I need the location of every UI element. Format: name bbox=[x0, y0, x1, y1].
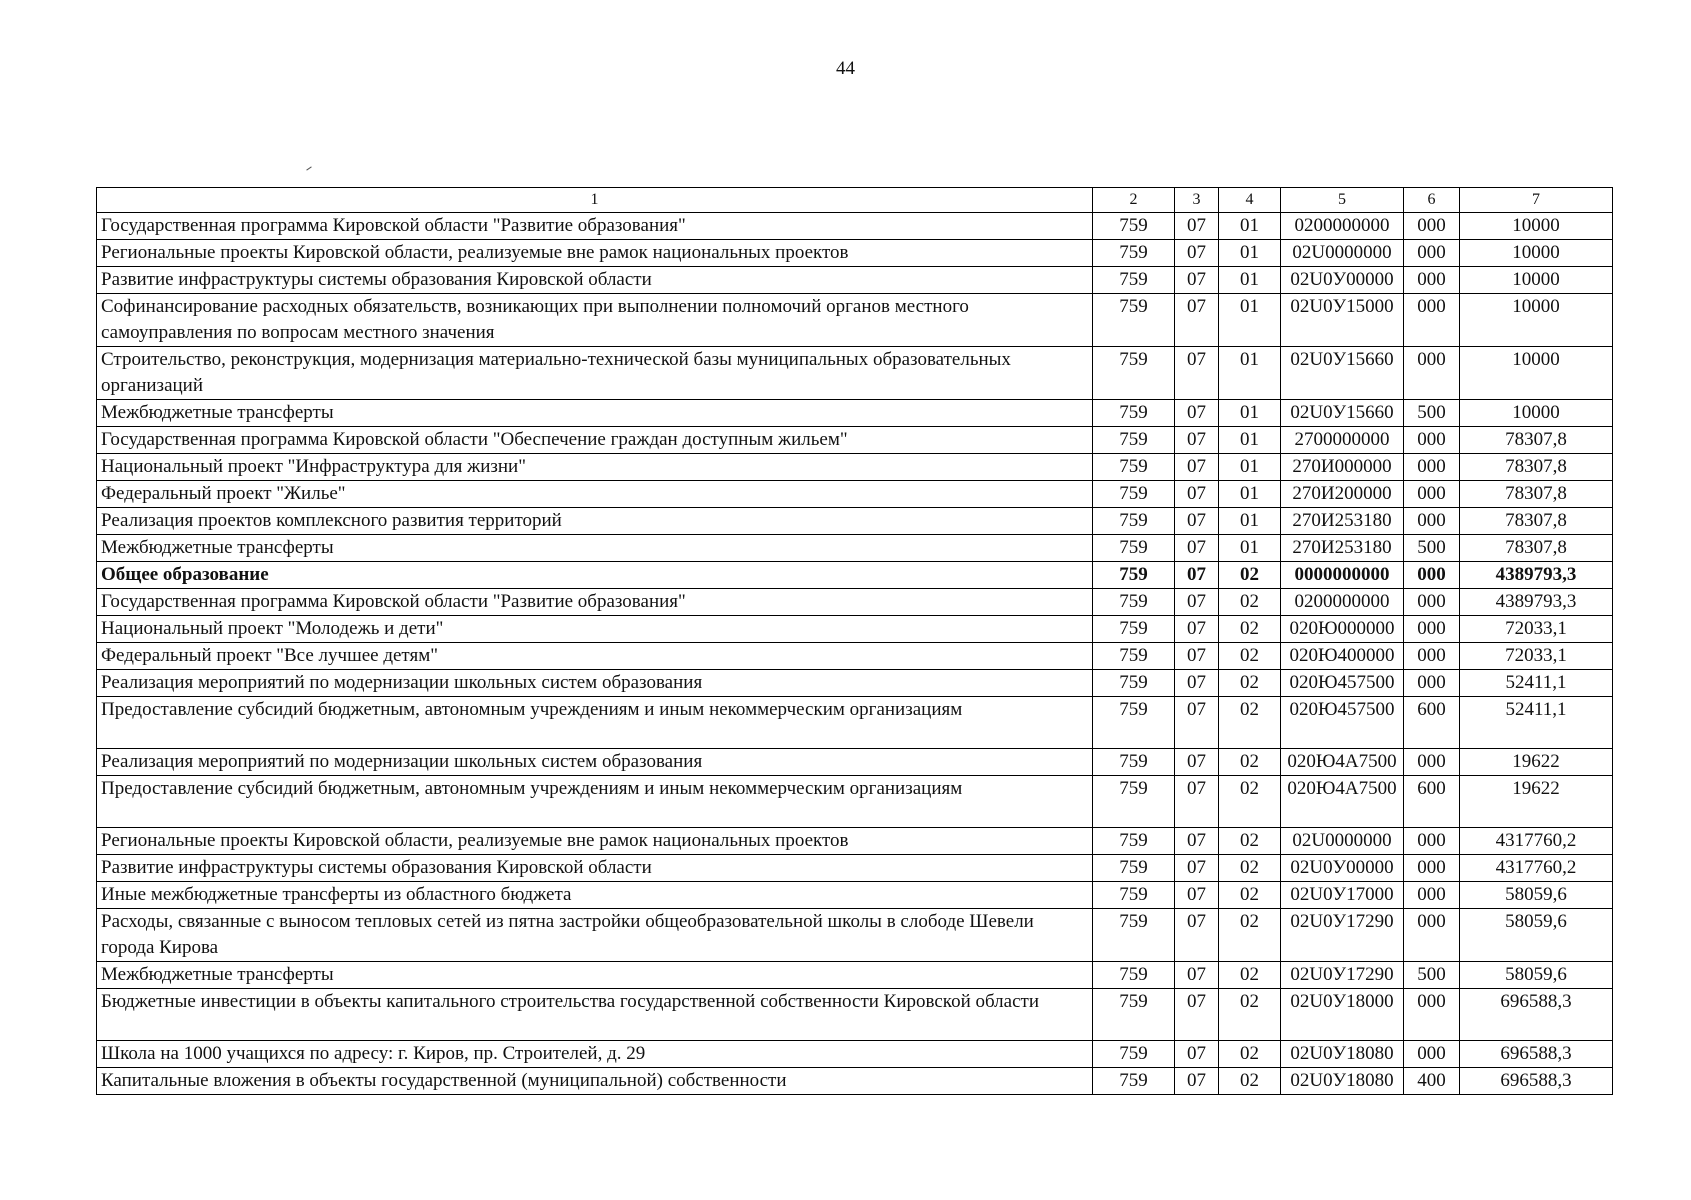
table-row bbox=[97, 535, 1613, 562]
cell-section: 07 bbox=[1175, 347, 1219, 400]
header-cell-2: 2 bbox=[1093, 188, 1175, 213]
header-cell-1: 1 bbox=[97, 188, 1093, 213]
cell-amount: 52411,1 bbox=[1460, 697, 1613, 749]
header-cell-6: 6 bbox=[1404, 188, 1460, 213]
table-row bbox=[97, 643, 1613, 670]
cell-expense-type: 500 bbox=[1404, 400, 1460, 427]
cell-amount: 78307,8 bbox=[1460, 535, 1613, 562]
cell-section: 07 bbox=[1175, 454, 1219, 481]
cell-subsection: 01 bbox=[1219, 267, 1281, 294]
cell-target-article: 0200000000 bbox=[1281, 213, 1404, 240]
cell-section: 07 bbox=[1175, 562, 1219, 589]
cell-expense-type: 000 bbox=[1404, 481, 1460, 508]
cell-section: 07 bbox=[1175, 697, 1219, 749]
table-row bbox=[97, 855, 1613, 882]
table-row bbox=[97, 989, 1613, 1041]
cell-section: 07 bbox=[1175, 643, 1219, 670]
cell-subsection: 02 bbox=[1219, 643, 1281, 670]
cell-name: Реализация мероприятий по модернизации школьных систем образования bbox=[97, 749, 1093, 776]
cell-expense-type: 000 bbox=[1404, 882, 1460, 909]
cell-chapter: 759 bbox=[1093, 562, 1175, 589]
cell-target-article: 270И253180 bbox=[1281, 508, 1404, 535]
cell-amount: 10000 bbox=[1460, 267, 1613, 294]
cell-name: Государственная программа Кировской области "Обеспечение граждан доступным жильем" bbox=[97, 427, 1093, 454]
cell-name: Государственная программа Кировской области "Развитие образования" bbox=[97, 213, 1093, 240]
table-row bbox=[97, 213, 1613, 240]
table-row bbox=[97, 454, 1613, 481]
cell-subsection: 01 bbox=[1219, 508, 1281, 535]
cell-expense-type: 500 bbox=[1404, 962, 1460, 989]
cell-chapter: 759 bbox=[1093, 240, 1175, 267]
cell-subsection: 02 bbox=[1219, 670, 1281, 697]
cell-target-article: 02U0У15660 bbox=[1281, 347, 1404, 400]
cell-chapter: 759 bbox=[1093, 267, 1175, 294]
stray-mark bbox=[306, 166, 311, 170]
cell-name: Строительство, реконструкция, модернизация материально-технической базы муниципальных образовательных организаций bbox=[97, 347, 1093, 400]
cell-chapter: 759 bbox=[1093, 1041, 1175, 1068]
cell-name: Развитие инфраструктуры системы образования Кировской области bbox=[97, 267, 1093, 294]
cell-target-article: 020Ю4А7500 bbox=[1281, 776, 1404, 828]
cell-chapter: 759 bbox=[1093, 697, 1175, 749]
cell-amount: 72033,1 bbox=[1460, 616, 1613, 643]
cell-name: Национальный проект "Молодежь и дети" bbox=[97, 616, 1093, 643]
cell-section: 07 bbox=[1175, 240, 1219, 267]
cell-expense-type: 000 bbox=[1404, 213, 1460, 240]
cell-section: 07 bbox=[1175, 400, 1219, 427]
cell-chapter: 759 bbox=[1093, 776, 1175, 828]
header-cell-3: 3 bbox=[1175, 188, 1219, 213]
cell-name: Федеральный проект "Все лучшее детям" bbox=[97, 643, 1093, 670]
cell-chapter: 759 bbox=[1093, 989, 1175, 1041]
table-row bbox=[97, 909, 1613, 962]
cell-subsection: 02 bbox=[1219, 828, 1281, 855]
cell-expense-type: 000 bbox=[1404, 508, 1460, 535]
cell-amount: 19622 bbox=[1460, 776, 1613, 828]
cell-name: Межбюджетные трансферты bbox=[97, 535, 1093, 562]
cell-target-article: 270И253180 bbox=[1281, 535, 1404, 562]
cell-expense-type: 000 bbox=[1404, 909, 1460, 962]
cell-expense-type: 000 bbox=[1404, 267, 1460, 294]
cell-target-article: 0000000000 bbox=[1281, 562, 1404, 589]
cell-expense-type: 000 bbox=[1404, 589, 1460, 616]
cell-section: 07 bbox=[1175, 749, 1219, 776]
cell-chapter: 759 bbox=[1093, 962, 1175, 989]
cell-expense-type: 000 bbox=[1404, 643, 1460, 670]
cell-amount: 78307,8 bbox=[1460, 481, 1613, 508]
cell-section: 07 bbox=[1175, 267, 1219, 294]
cell-amount: 19622 bbox=[1460, 749, 1613, 776]
cell-amount: 10000 bbox=[1460, 400, 1613, 427]
cell-amount: 78307,8 bbox=[1460, 454, 1613, 481]
table-row bbox=[97, 776, 1613, 828]
table-row bbox=[97, 400, 1613, 427]
cell-target-article: 02U0У17290 bbox=[1281, 962, 1404, 989]
cell-subsection: 01 bbox=[1219, 213, 1281, 240]
cell-chapter: 759 bbox=[1093, 294, 1175, 347]
cell-subsection: 02 bbox=[1219, 855, 1281, 882]
cell-expense-type: 600 bbox=[1404, 697, 1460, 749]
cell-name: Реализация мероприятий по модернизации школьных систем образования bbox=[97, 670, 1093, 697]
cell-chapter: 759 bbox=[1093, 882, 1175, 909]
cell-subsection: 02 bbox=[1219, 589, 1281, 616]
cell-section: 07 bbox=[1175, 670, 1219, 697]
cell-section: 07 bbox=[1175, 535, 1219, 562]
cell-chapter: 759 bbox=[1093, 400, 1175, 427]
cell-section: 07 bbox=[1175, 962, 1219, 989]
cell-section: 07 bbox=[1175, 294, 1219, 347]
cell-amount: 696588,3 bbox=[1460, 989, 1613, 1041]
cell-name: Региональные проекты Кировской области, реализуемые вне рамок национальных проектов bbox=[97, 828, 1093, 855]
cell-target-article: 02U0У15000 bbox=[1281, 294, 1404, 347]
cell-subsection: 02 bbox=[1219, 776, 1281, 828]
cell-target-article: 02U0У17000 bbox=[1281, 882, 1404, 909]
table-row bbox=[97, 1041, 1613, 1068]
cell-expense-type: 000 bbox=[1404, 347, 1460, 400]
cell-name: Государственная программа Кировской области "Развитие образования" bbox=[97, 589, 1093, 616]
table-row bbox=[97, 697, 1613, 749]
cell-subsection: 02 bbox=[1219, 989, 1281, 1041]
cell-name: Межбюджетные трансферты bbox=[97, 962, 1093, 989]
cell-target-article: 020Ю4А7500 bbox=[1281, 749, 1404, 776]
cell-expense-type: 000 bbox=[1404, 616, 1460, 643]
cell-subsection: 02 bbox=[1219, 616, 1281, 643]
cell-chapter: 759 bbox=[1093, 616, 1175, 643]
cell-subsection: 01 bbox=[1219, 347, 1281, 400]
header-cell-5: 5 bbox=[1281, 188, 1404, 213]
cell-amount: 10000 bbox=[1460, 240, 1613, 267]
cell-chapter: 759 bbox=[1093, 828, 1175, 855]
cell-chapter: 759 bbox=[1093, 909, 1175, 962]
cell-subsection: 01 bbox=[1219, 240, 1281, 267]
cell-target-article: 02U0У17290 bbox=[1281, 909, 1404, 962]
cell-target-article: 2700000000 bbox=[1281, 427, 1404, 454]
cell-chapter: 759 bbox=[1093, 749, 1175, 776]
cell-chapter: 759 bbox=[1093, 643, 1175, 670]
cell-section: 07 bbox=[1175, 616, 1219, 643]
cell-section: 07 bbox=[1175, 882, 1219, 909]
cell-target-article: 02U0У18080 bbox=[1281, 1068, 1404, 1095]
cell-target-article: 020Ю400000 bbox=[1281, 643, 1404, 670]
table-row bbox=[97, 481, 1613, 508]
cell-section: 07 bbox=[1175, 909, 1219, 962]
cell-target-article: 020Ю457500 bbox=[1281, 697, 1404, 749]
cell-amount: 78307,8 bbox=[1460, 427, 1613, 454]
cell-expense-type: 500 bbox=[1404, 535, 1460, 562]
cell-amount: 58059,6 bbox=[1460, 882, 1613, 909]
cell-subsection: 01 bbox=[1219, 427, 1281, 454]
header-row bbox=[97, 188, 1613, 213]
page-number: 44 bbox=[836, 58, 855, 79]
cell-subsection: 02 bbox=[1219, 562, 1281, 589]
cell-subsection: 01 bbox=[1219, 454, 1281, 481]
cell-expense-type: 000 bbox=[1404, 562, 1460, 589]
cell-name: Школа на 1000 учащихся по адресу: г. Киров, пр. Строителей, д. 29 bbox=[97, 1041, 1093, 1068]
cell-section: 07 bbox=[1175, 855, 1219, 882]
cell-amount: 10000 bbox=[1460, 294, 1613, 347]
cell-chapter: 759 bbox=[1093, 427, 1175, 454]
cell-chapter: 759 bbox=[1093, 589, 1175, 616]
cell-expense-type: 600 bbox=[1404, 776, 1460, 828]
cell-expense-type: 000 bbox=[1404, 427, 1460, 454]
cell-target-article: 270И200000 bbox=[1281, 481, 1404, 508]
cell-expense-type: 400 bbox=[1404, 1068, 1460, 1095]
cell-subsection: 01 bbox=[1219, 294, 1281, 347]
cell-expense-type: 000 bbox=[1404, 454, 1460, 481]
cell-section: 07 bbox=[1175, 776, 1219, 828]
cell-name: Софинансирование расходных обязательств, возникающих при выполнении полномочий органов местного самоуправления по вопросам местного значения bbox=[97, 294, 1093, 347]
cell-name: Региональные проекты Кировской области, реализуемые вне рамок национальных проектов bbox=[97, 240, 1093, 267]
cell-name: Развитие инфраструктуры системы образования Кировской области bbox=[97, 855, 1093, 882]
cell-chapter: 759 bbox=[1093, 670, 1175, 697]
cell-subsection: 02 bbox=[1219, 962, 1281, 989]
cell-name: Предоставление субсидий бюджетным, автономным учреждениям и иным некоммерческим организациям bbox=[97, 697, 1093, 749]
cell-target-article: 02U0У18080 bbox=[1281, 1041, 1404, 1068]
cell-subsection: 01 bbox=[1219, 400, 1281, 427]
table-row bbox=[97, 749, 1613, 776]
table-body bbox=[97, 188, 1613, 1095]
cell-section: 07 bbox=[1175, 828, 1219, 855]
cell-section: 07 bbox=[1175, 1068, 1219, 1095]
cell-name: Реализация проектов комплексного развития территорий bbox=[97, 508, 1093, 535]
cell-chapter: 759 bbox=[1093, 535, 1175, 562]
cell-name: Бюджетные инвестиции в объекты капитального строительства государственной собственности Кировской области bbox=[97, 989, 1093, 1041]
cell-amount: 10000 bbox=[1460, 347, 1613, 400]
cell-target-article: 020Ю000000 bbox=[1281, 616, 1404, 643]
cell-expense-type: 000 bbox=[1404, 749, 1460, 776]
header-cell-7: 7 bbox=[1460, 188, 1613, 213]
cell-name: Иные межбюджетные трансферты из областного бюджета bbox=[97, 882, 1093, 909]
cell-amount: 78307,8 bbox=[1460, 508, 1613, 535]
cell-expense-type: 000 bbox=[1404, 989, 1460, 1041]
cell-target-article: 020Ю457500 bbox=[1281, 670, 1404, 697]
cell-expense-type: 000 bbox=[1404, 670, 1460, 697]
cell-section: 07 bbox=[1175, 508, 1219, 535]
table-row bbox=[97, 962, 1613, 989]
cell-subsection: 02 bbox=[1219, 882, 1281, 909]
cell-amount: 4389793,3 bbox=[1460, 589, 1613, 616]
cell-section: 07 bbox=[1175, 213, 1219, 240]
cell-chapter: 759 bbox=[1093, 508, 1175, 535]
cell-amount: 10000 bbox=[1460, 213, 1613, 240]
cell-name: Предоставление субсидий бюджетным, автономным учреждениям и иным некоммерческим организациям bbox=[97, 776, 1093, 828]
cell-name: Национальный проект "Инфраструктура для жизни" bbox=[97, 454, 1093, 481]
cell-target-article: 02U0000000 bbox=[1281, 240, 1404, 267]
table-row bbox=[97, 828, 1613, 855]
cell-section: 07 bbox=[1175, 1041, 1219, 1068]
table-row bbox=[97, 267, 1613, 294]
cell-section: 07 bbox=[1175, 481, 1219, 508]
table-row bbox=[97, 616, 1613, 643]
table-row bbox=[97, 589, 1613, 616]
cell-target-article: 02U0У00000 bbox=[1281, 855, 1404, 882]
cell-subsection: 02 bbox=[1219, 909, 1281, 962]
cell-name: Общее образование bbox=[97, 562, 1093, 589]
cell-section: 07 bbox=[1175, 589, 1219, 616]
cell-expense-type: 000 bbox=[1404, 240, 1460, 267]
cell-target-article: 02U0000000 bbox=[1281, 828, 1404, 855]
cell-target-article: 02U0У00000 bbox=[1281, 267, 1404, 294]
cell-chapter: 759 bbox=[1093, 481, 1175, 508]
cell-chapter: 759 bbox=[1093, 855, 1175, 882]
cell-name: Расходы, связанные с выносом тепловых сетей из пятна застройки общеобразовательной школы в слободе Шевели города Кирова bbox=[97, 909, 1093, 962]
cell-target-article: 02U0У15660 bbox=[1281, 400, 1404, 427]
cell-amount: 72033,1 bbox=[1460, 643, 1613, 670]
table-row bbox=[97, 670, 1613, 697]
cell-subsection: 02 bbox=[1219, 749, 1281, 776]
cell-section: 07 bbox=[1175, 427, 1219, 454]
cell-target-article: 0200000000 bbox=[1281, 589, 1404, 616]
cell-subsection: 02 bbox=[1219, 697, 1281, 749]
cell-amount: 4389793,3 bbox=[1460, 562, 1613, 589]
table-row bbox=[97, 427, 1613, 454]
cell-expense-type: 000 bbox=[1404, 1041, 1460, 1068]
cell-subsection: 02 bbox=[1219, 1041, 1281, 1068]
table-row bbox=[97, 347, 1613, 400]
table-row bbox=[97, 508, 1613, 535]
cell-chapter: 759 bbox=[1093, 347, 1175, 400]
cell-amount: 4317760,2 bbox=[1460, 828, 1613, 855]
cell-amount: 52411,1 bbox=[1460, 670, 1613, 697]
cell-amount: 696588,3 bbox=[1460, 1068, 1613, 1095]
cell-chapter: 759 bbox=[1093, 213, 1175, 240]
cell-expense-type: 000 bbox=[1404, 855, 1460, 882]
cell-chapter: 759 bbox=[1093, 454, 1175, 481]
table-row bbox=[97, 562, 1613, 589]
cell-target-article: 02U0У18000 bbox=[1281, 989, 1404, 1041]
cell-amount: 58059,6 bbox=[1460, 962, 1613, 989]
table-row bbox=[97, 294, 1613, 347]
table-row bbox=[97, 1068, 1613, 1095]
table-row bbox=[97, 240, 1613, 267]
cell-expense-type: 000 bbox=[1404, 294, 1460, 347]
cell-name: Капитальные вложения в объекты государственной (муниципальной) собственности bbox=[97, 1068, 1093, 1095]
cell-section: 07 bbox=[1175, 989, 1219, 1041]
cell-expense-type: 000 bbox=[1404, 828, 1460, 855]
cell-subsection: 02 bbox=[1219, 1068, 1281, 1095]
cell-amount: 58059,6 bbox=[1460, 909, 1613, 962]
cell-name: Межбюджетные трансферты bbox=[97, 400, 1093, 427]
cell-subsection: 01 bbox=[1219, 481, 1281, 508]
cell-amount: 4317760,2 bbox=[1460, 855, 1613, 882]
cell-amount: 696588,3 bbox=[1460, 1041, 1613, 1068]
cell-subsection: 01 bbox=[1219, 535, 1281, 562]
cell-target-article: 270И000000 bbox=[1281, 454, 1404, 481]
table-row bbox=[97, 882, 1613, 909]
budget-table bbox=[96, 187, 1613, 1095]
header-cell-4: 4 bbox=[1219, 188, 1281, 213]
cell-name: Федеральный проект "Жилье" bbox=[97, 481, 1093, 508]
cell-chapter: 759 bbox=[1093, 1068, 1175, 1095]
